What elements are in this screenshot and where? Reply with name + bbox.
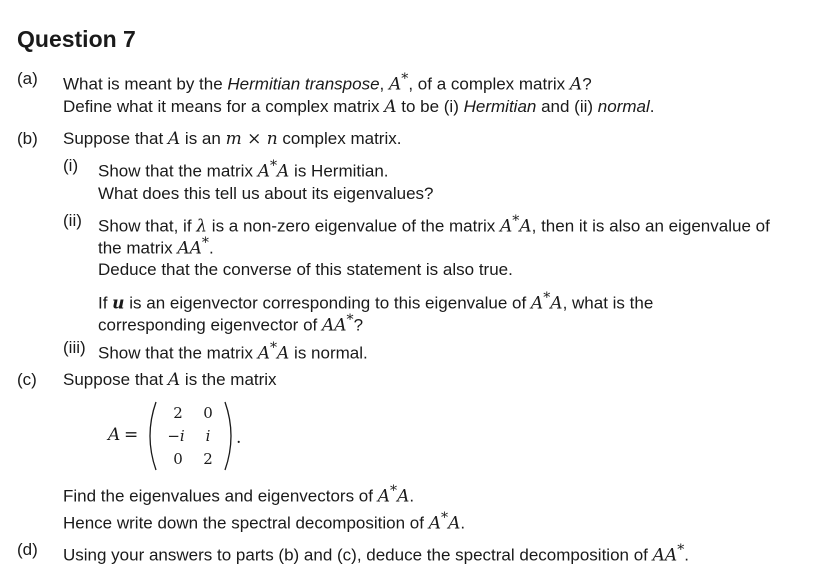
matrix-lhs: A	[108, 425, 121, 445]
matrix-cell: 0	[173, 450, 183, 468]
part-b-intro: Suppose that A is an m × n complex matrix.	[63, 129, 402, 149]
part-c-intro: Suppose that A is the matrix	[63, 370, 277, 390]
part-b-iii-label: (iii)	[63, 338, 86, 357]
matrix-trailing-period: .	[236, 428, 242, 448]
matrix-cell: 2	[173, 404, 183, 422]
part-b-label: (b)	[17, 129, 38, 148]
part-c-line1: Find the eigenvalues and eigenvectors of A*A.	[63, 483, 415, 507]
part-a-line2: Define what it means for a complex matrix A to be (i) Hermitian and (ii) normal.	[63, 97, 655, 117]
part-b-i-line2: What does this tell us about its eigenvalues?	[98, 184, 434, 203]
matrix-cell: 0	[203, 404, 213, 422]
part-b-ii-line3: Deduce that the converse of this statement is also true.	[98, 260, 513, 279]
matrix-equals: =	[124, 425, 139, 445]
matrix-cell: 2	[203, 450, 213, 468]
part-b-ii-line4: If u is an eigenvector corresponding to this eigenvalue of A*A, what is the	[98, 290, 654, 314]
part-b-ii-line2: the matrix AA*.	[98, 235, 214, 259]
matrix-cell: i	[205, 427, 211, 445]
part-b-i-label: (i)	[63, 156, 79, 175]
part-a-label: (a)	[17, 69, 38, 88]
question-title: Question 7	[17, 26, 136, 52]
part-b-i-line1: Show that the matrix A*A is Hermitian.	[98, 158, 389, 182]
matrix-display	[108, 398, 248, 474]
part-d-label: (d)	[17, 540, 38, 559]
part-c-label: (c)	[17, 370, 37, 389]
part-a-line1: What is meant by the Hermitian transpose, A*, of a complex matrix A?	[63, 71, 592, 95]
part-b-iii-line1: Show that the matrix A*A is normal.	[98, 340, 368, 364]
matrix-cell: −i	[167, 427, 185, 445]
part-c-line2: Hence write down the spectral decomposition of A*A.	[63, 510, 466, 534]
part-b-ii-line1: Show that, if λ is a non-zero eigenvalue of the matrix A*A, then it is also an eigenvalue of	[98, 213, 770, 237]
part-d-line1: Using your answers to parts (b) and (c), deduce the spectral decomposition of AA*.	[63, 542, 689, 566]
part-b-ii-label: (ii)	[63, 211, 82, 230]
part-b-ii-line5: corresponding eigenvector of AA*?	[98, 312, 364, 336]
